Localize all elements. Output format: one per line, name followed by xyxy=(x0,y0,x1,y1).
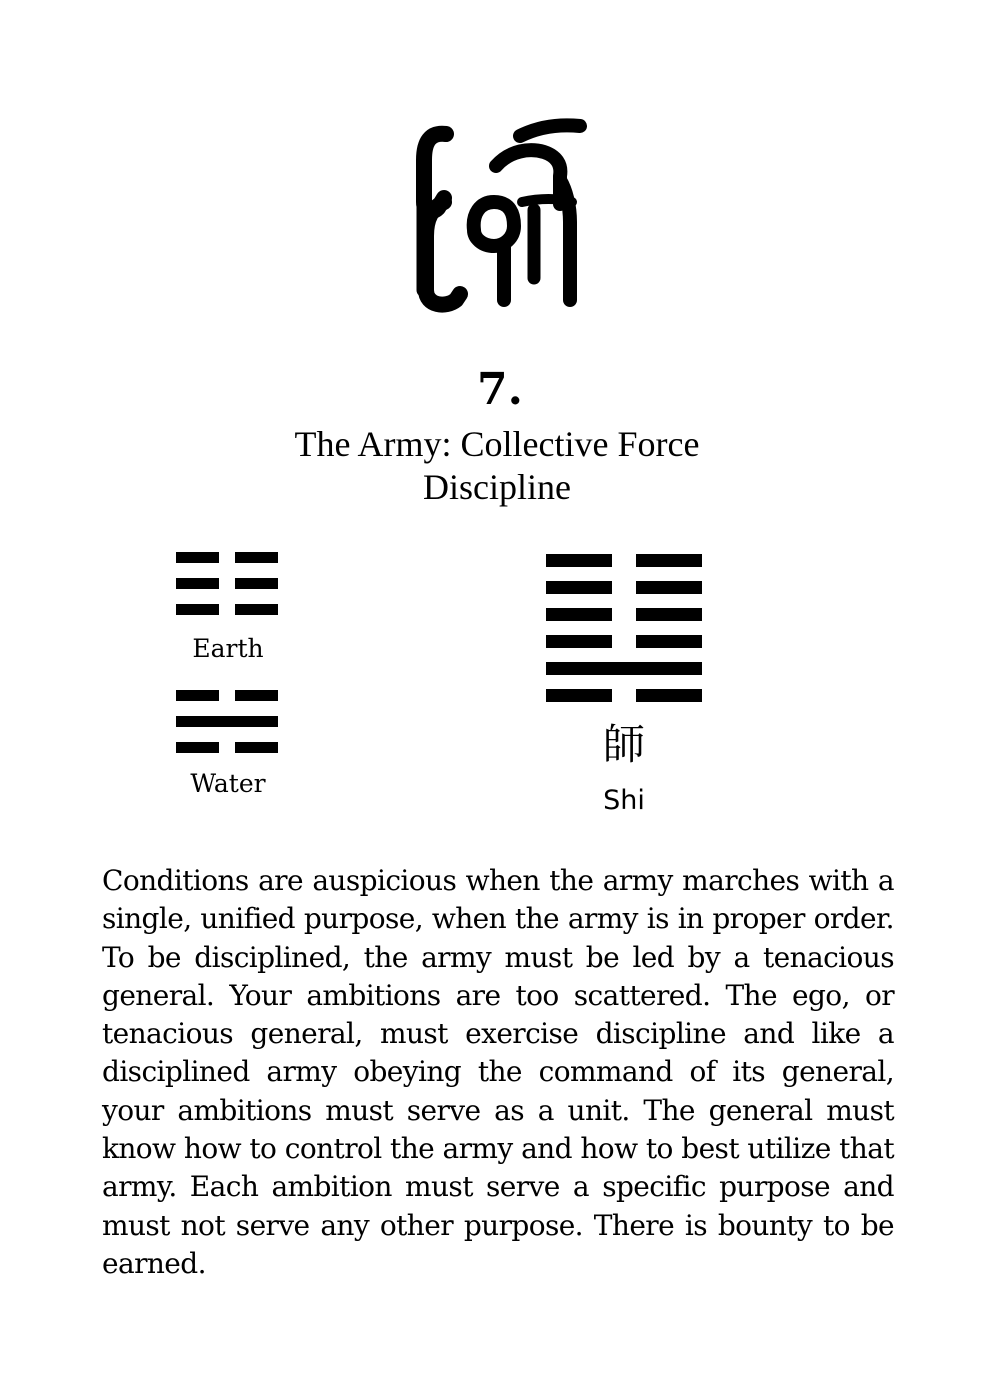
hexagram-description: Conditions are auspicious when the army marches with a single, unified purpose, when the army is in proper order. To be disciplined, the army must be led by a tenacious general. Your ambitions are too scattered. The ego, or tenacious general, must exercise discipline and like a disciplined army obeying the command of its general, your ambitions must serve as a unit. The general must know how to control the army and how to best utilize that army. Each ambition must serve a specific purpose and must not serve any other purpose. There is bounty to be earned. xyxy=(102,864,894,1280)
lower-trigram-label: Water xyxy=(190,769,266,798)
seal-script-character xyxy=(410,110,590,315)
broken-line xyxy=(546,554,702,567)
hexagram-romanized-name: Shi xyxy=(603,785,645,816)
hexagram-chinese-character: 師 xyxy=(602,720,645,769)
hexagram-title: The Army: Collective Force xyxy=(294,424,700,464)
hexagram-figure xyxy=(546,554,702,702)
solid-line xyxy=(546,662,702,675)
broken-line xyxy=(176,578,278,589)
broken-line xyxy=(176,552,278,563)
broken-line xyxy=(546,689,702,702)
broken-line xyxy=(176,742,278,753)
solid-line xyxy=(176,716,278,727)
hexagram-number: 7. xyxy=(477,364,523,415)
lower-trigram-water xyxy=(176,690,278,753)
broken-line xyxy=(546,635,702,648)
hexagram-subtitle: Discipline xyxy=(423,467,571,507)
broken-line xyxy=(546,608,702,621)
broken-line xyxy=(176,604,278,615)
upper-trigram-earth xyxy=(176,552,278,615)
upper-trigram-label: Earth xyxy=(192,634,264,663)
broken-line xyxy=(176,690,278,701)
broken-line xyxy=(546,581,702,594)
